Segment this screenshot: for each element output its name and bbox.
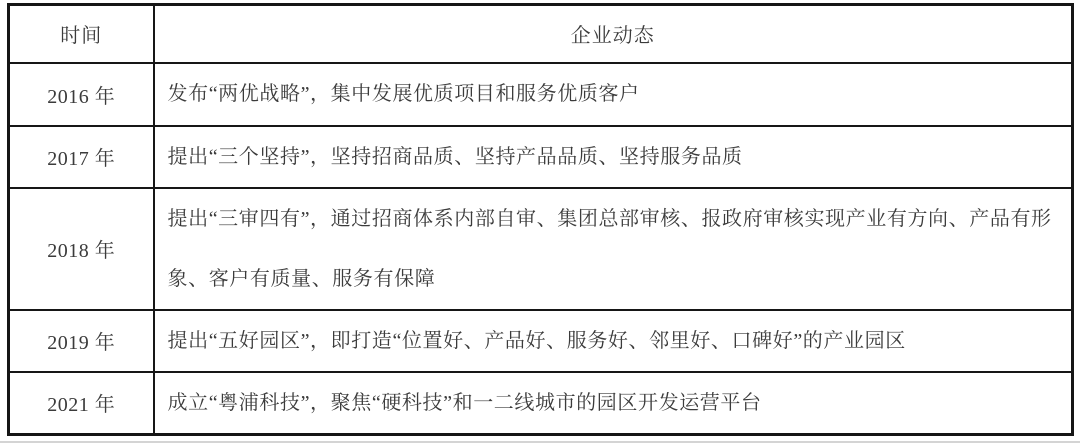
- event-cell-2018: 提出“三审四有”，通过招商体系内部自审、集团总部审核、报政府审核实现产业有方向、产品有形象、客户有质量、服务有保障: [154, 188, 1073, 310]
- event-cell-2019: 提出“五好园区”，即打造“位置好、产品好、服务好、邻里好、口碑好”的产业园区: [154, 310, 1073, 372]
- time-cell-2018: 2018 年: [9, 188, 154, 310]
- header-cell-time: 时间: [9, 5, 154, 63]
- table-row: [9, 63, 1073, 126]
- table-row: [9, 372, 1073, 435]
- time-cell-2016: 2016 年: [9, 63, 154, 126]
- event-cell-2017: 提出“三个坚持”，坚持招商品质、坚持产品品质、坚持服务品质: [154, 126, 1073, 188]
- header-row: [9, 5, 1073, 63]
- time-cell-2019: 2019 年: [9, 310, 154, 372]
- table-row: [9, 310, 1073, 372]
- time-cell-2021: 2021 年: [9, 372, 154, 435]
- header-cell-event: 企业动态: [154, 5, 1073, 63]
- time-cell-2017: 2017 年: [9, 126, 154, 188]
- table-row: [9, 126, 1073, 188]
- company-timeline-table: [7, 3, 1074, 436]
- table-row: [9, 188, 1073, 310]
- event-cell-2021: 成立“粤浦科技”，聚焦“硬科技”和一二线城市的园区开发运营平台: [154, 372, 1073, 435]
- event-cell-2016: 发布“两优战略”，集中发展优质项目和服务优质客户: [154, 63, 1073, 126]
